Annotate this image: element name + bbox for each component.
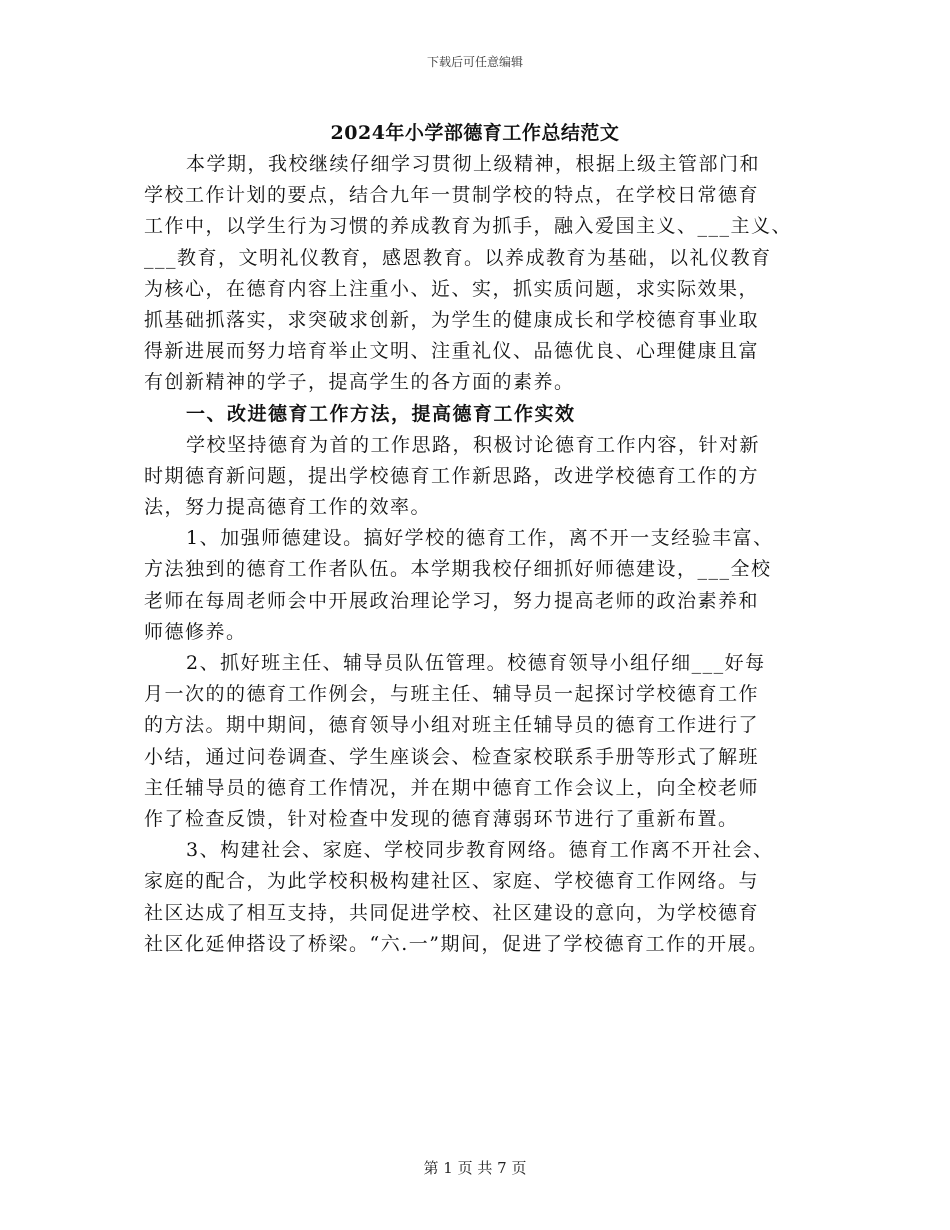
paragraph-line: 方法独到的德育工作者队伍。本学期我校仔细抓好师德建设，___全校 xyxy=(144,558,772,581)
paragraph-line: 本学期，我校继续仔细学习贯彻上级精神，根据上级主管部门和 xyxy=(186,153,761,175)
paragraph-line: 抓基础抓落实，求突破求创新，为学生的健康成长和学校德育事业取 xyxy=(144,308,760,331)
paragraph-line: 学校坚持德育为首的工作思路，积极讨论德育工作内容，针对新 xyxy=(186,433,761,456)
paragraph-line: 得新进展而努力培育举止文明、注重礼仪、品德优良、心理健康且富 xyxy=(144,340,760,363)
paragraph-line: ___教育，文明礼仪教育，感恩教育。以养成教育为基础，以礼仪教育 xyxy=(144,246,772,269)
paragraph-line: 老师在每周老师会中开展政治理论学习，努力提高老师的政治素养和 xyxy=(144,589,760,612)
paragraph-line: 3、构建社会、家庭、学校同步教育网络。德育工作离不开社会、 xyxy=(186,839,774,862)
paragraph-line: 时期德育新问题，提出学校德育工作新思路，改进学校德育工作的方 xyxy=(144,464,760,487)
paragraph-line: 2、抓好班主任、辅导员队伍管理。校德育领导小组仔细___好每 xyxy=(186,652,766,674)
document-title: 2024年小学部德育工作总结范文 xyxy=(330,122,620,144)
document-body xyxy=(144,149,824,960)
paragraph-line: 社区达成了相互支持，共同促进学校、社区建设的意向，为学校德育 xyxy=(144,901,760,924)
paragraph-line: 家庭的配合，为此学校积极构建社区、家庭、学校德育工作网络。与 xyxy=(144,870,760,893)
paragraph-line: 主任辅导员的德育工作情况，并在期中德育工作会议上，向全校老师 xyxy=(144,776,760,799)
page-number: 第 1 页 共 7 页 xyxy=(423,1159,527,1177)
section-heading: 一、改进德育工作方法，提高德育工作实效 xyxy=(186,402,576,425)
paragraph-line: 法，努力提高德育工作的效率。 xyxy=(144,496,432,519)
paragraph-line: 社区化延伸搭设了桥梁。“六.一”期间，促进了学校德育工作的开展。 xyxy=(144,932,769,955)
paragraph-line: 的方法。期中期间，德育领导小组对班主任辅导员的德育工作进行了 xyxy=(144,714,760,737)
paragraph-line: 工作中，以学生行为习惯的养成教育为抓手，融入爱国主义、___主义、 xyxy=(144,215,793,238)
paragraph-line: 学校工作计划的要点，结合九年一贯制学校的特点，在学校日常德育 xyxy=(144,184,760,207)
paragraph-line: 月一次的的德育工作例会，与班主任、辅导员一起探讨学校德育工作 xyxy=(144,683,760,706)
paragraph-line: 师德修养。 xyxy=(144,620,247,643)
paragraph-line: 小结，通过问卷调查、学生座谈会、检查家校联系手册等形式了解班 xyxy=(144,745,760,768)
paragraph-line: 为核心，在德育内容上注重小、近、实，抓实质问题，求实际效果， xyxy=(144,277,760,300)
paragraph-line: 有创新精神的学子，提高学生的各方面的素养。 xyxy=(144,371,575,394)
paragraph-line: 作了检查反馈，针对检查中发现的德育薄弱环节进行了重新布置。 xyxy=(144,807,739,830)
header-note: 下载后可任意编辑 xyxy=(426,55,523,69)
paragraph-line: 1、加强师德建设。搞好学校的德育工作，离不开一支经验丰富、 xyxy=(186,527,774,550)
